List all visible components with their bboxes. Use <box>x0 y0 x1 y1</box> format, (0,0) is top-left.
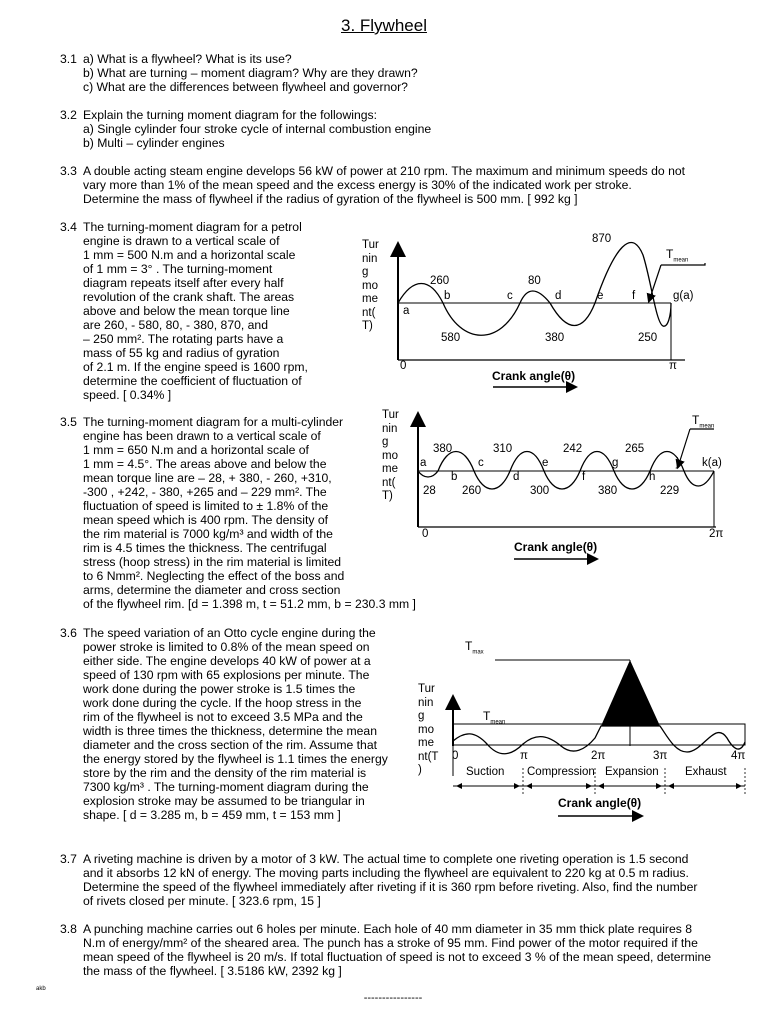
point-label: e <box>597 290 604 302</box>
text-line: – 250 mm². The rotating parts have a <box>83 332 284 346</box>
text-line: engine has been drawn to a vertical scale of <box>83 429 321 443</box>
text-line: engine is drawn to a vertical scale of <box>83 234 280 248</box>
text-line: diameter and the cross section of the rim. Assume that <box>83 738 377 752</box>
axis-end-label: π <box>669 360 677 372</box>
text-line: determine the coefficient of fluctuation of <box>83 374 302 388</box>
area-label: 242 <box>563 443 583 455</box>
text-line: mass of 55 kg and radius of gyration <box>83 346 280 360</box>
text-line: a) What is a flywheel? What is its use? <box>83 52 292 66</box>
text-line: fluctuation of speed is limited to ± 1.8% of the <box>83 499 329 513</box>
question-3-5-text <box>83 415 416 611</box>
tmean-subscript: mean <box>699 423 715 430</box>
y-axis-label-line: me <box>382 463 398 475</box>
question-3-2-text <box>83 108 431 150</box>
question-number: 3.3 <box>60 164 77 178</box>
text-line: of 1 mm = 3° . The turning-moment <box>83 262 273 276</box>
y-axis-label-line: Tur <box>418 683 435 695</box>
tmean-symbol: T <box>666 247 674 261</box>
y-axis-label-line: nt( <box>362 306 376 319</box>
text-line: 1 mm = 500 N.m and a horizontal scale <box>83 248 296 262</box>
tmean-arrow <box>678 429 690 467</box>
y-axis-label-line: nin <box>362 252 378 265</box>
tmax-symbol: T <box>465 639 473 653</box>
stroke-label: Exhaust <box>685 766 727 778</box>
question-number: 3.6 <box>60 626 77 640</box>
area-label: 380 <box>598 485 618 497</box>
tmean-subscript: mean <box>673 257 689 264</box>
x-axis-label: Crank angle(θ) <box>492 369 576 383</box>
stroke-label: Expansion <box>605 766 659 778</box>
area-label: 380 <box>545 332 565 344</box>
y-axis-label-line: mo <box>382 449 398 462</box>
text-line: b) Multi – cylinder engines <box>83 136 225 150</box>
text-line: a) Single cylinder four stroke cycle of internal combustion engine <box>83 122 432 136</box>
point-label: d <box>513 471 520 483</box>
text-line: of rivets closed per minute. [ 323.6 rpm, 15 ] <box>83 894 321 908</box>
expansion-triangle <box>601 660 660 726</box>
y-axis-label-line: Tur <box>362 239 379 251</box>
text-line: 7300 kg/m³ . The turning-moment diagram during the <box>83 780 369 794</box>
torque-curve <box>418 452 714 490</box>
stroke-label: Compression <box>527 766 595 778</box>
text-line: A double acting steam engine develops 56 kW of power at 210 rpm. The maximum and minimum speeds do not <box>83 164 686 178</box>
text-line: above and below the mean torque line <box>83 304 290 318</box>
question-number: 3.5 <box>60 415 77 429</box>
text-line: the mass of the flywheel. [ 3.5186 kW, 2392 kg ] <box>83 964 342 978</box>
point-label: e <box>542 457 549 469</box>
point-label: a <box>403 305 410 317</box>
text-line: The turning-moment diagram for a petrol <box>83 220 302 234</box>
y-axis-label-line: g <box>418 710 425 722</box>
text-line: work done during the cycle. If the hoop stress in the <box>83 696 362 710</box>
tmean-label <box>692 413 714 429</box>
y-axis-label-line: mo <box>418 723 434 736</box>
turning-moment-diagram-3-6 <box>415 636 765 826</box>
text-line: rim is 4.5 times the thickness. The centrifugal <box>83 541 327 555</box>
tick-label: 4π <box>731 750 746 762</box>
tmean-symbol: T <box>692 413 700 427</box>
text-line: Determine the mass of flywheel if the radius of gyration of the flywheel is 500 mm. [ 992 kg ] <box>83 192 578 206</box>
text-line: mean speed which is 400 rpm. The density of <box>83 513 329 527</box>
author-initials: akb <box>36 986 46 992</box>
origin-label: 0 <box>400 360 407 372</box>
tmean-arrow <box>649 265 661 301</box>
point-label: g <box>612 457 619 469</box>
tmax-subscript: max <box>472 649 484 656</box>
tick-label: 3π <box>653 750 668 762</box>
axis-end-label: 2π <box>709 528 724 540</box>
tmax-label <box>465 639 484 655</box>
text-line: revolution of the crank shaft. The areas <box>83 290 295 304</box>
text-line: width is three times the thickness, determine the mean <box>83 724 377 738</box>
text-line: arms, determine the diameter and cross section <box>83 583 341 597</box>
question-3-6-text <box>83 626 388 822</box>
text-line: mean torque line are – 28, + 380, - 260, +310, <box>83 471 332 485</box>
text-line: speed of 130 rpm with 65 explosions per minute. The <box>83 668 370 682</box>
text-line: Determine the speed of the flywheel immediately after riveting if it is 360 rpm before riveting. Also, find the number <box>83 880 698 894</box>
text-line: shape. [ d = 3.285 m, b = 459 mm, t = 153 mm ] <box>83 808 341 822</box>
text-line: power stroke is limited to 0.8% of the mean speed on <box>83 640 370 654</box>
text-line: A punching machine carries out 6 holes per minute. Each hole of 40 mm diameter in 35 mm thick plate requires 8 <box>83 922 693 936</box>
y-axis-label-line: nin <box>382 422 398 435</box>
y-axis-label-line: nt(T <box>418 750 439 763</box>
tmean-symbol: T <box>483 709 491 723</box>
question-number: 3.7 <box>60 852 77 866</box>
text-line: 1 mm = 650 N.m and a horizontal scale of <box>83 443 309 457</box>
text-line: A riveting machine is driven by a motor of 3 kW. The actual time to complete one riveting operation is 1.5 second <box>83 852 689 866</box>
point-label: f <box>632 290 636 302</box>
point-label: f <box>582 471 586 483</box>
point-label: g(a) <box>673 290 694 302</box>
y-axis-label-line: me <box>362 293 378 305</box>
area-label: 310 <box>493 443 513 455</box>
text-line: mean speed of the flywheel is 20 m/s. If total fluctuation of speed is not to exceed 3 % of the mean speed, determine <box>83 950 712 964</box>
area-label: 229 <box>660 485 680 497</box>
y-axis-label-line: g <box>362 266 369 278</box>
point-label: a <box>420 457 427 469</box>
turning-moment-diagram-3-5 <box>378 405 768 575</box>
text-line: and it absorbs 12 kN of energy. The moving parts including the flywheel are equivalent to 220 kg at 0.5 m radius. <box>83 866 689 880</box>
text-line: rim of the flywheel is not to exceed 3.5 MPa and the <box>83 710 363 724</box>
origin-label: 0 <box>422 528 429 540</box>
stroke-label: Suction <box>466 766 505 778</box>
text-line: of the flywheel rim. [d = 1.398 m, t = 51.2 mm, b = 230.3 mm ] <box>83 597 416 611</box>
question-3-7-text <box>83 852 697 908</box>
x-axis-label: Crank angle(θ) <box>558 796 642 810</box>
text-line: vary more than 1% of the mean speed and the excess energy is 30% of the indicated work per stroke. <box>83 178 632 192</box>
text-line: b) What are turning – moment diagram? Why are they drawn? <box>83 66 418 80</box>
text-line: stress (hoop stress) in the rim material is limited <box>83 555 342 569</box>
text-line: 1 mm = 4.5°. The areas above and below the <box>83 457 327 471</box>
question-3-4-text <box>83 220 308 402</box>
point-label: j <box>676 457 679 469</box>
area-label: 260 <box>430 275 450 287</box>
text-line: c) What are the differences between flywheel and governor? <box>83 80 408 94</box>
area-label: 580 <box>441 332 461 344</box>
tick-label: π <box>520 750 528 762</box>
y-axis-label-line: T) <box>382 490 393 502</box>
x-axis-label: Crank angle(θ) <box>514 540 598 554</box>
question-3-1-text <box>83 52 418 94</box>
point-label: b <box>451 471 458 483</box>
y-axis-label-line: me <box>418 737 434 749</box>
point-label: k(a) <box>702 457 722 469</box>
tmean-subscript: mean <box>490 719 506 726</box>
point-label: d <box>555 290 562 302</box>
area-label: 870 <box>592 233 612 245</box>
question-number: 3.1 <box>60 52 77 66</box>
y-axis-label-line: Tur <box>382 409 399 421</box>
text-line: Explain the turning moment diagram for the followings: <box>83 108 378 122</box>
point-label: c <box>507 290 513 302</box>
y-axis-label-line: nin <box>418 696 434 709</box>
text-line: the rim material is 7000 kg/m³ and width of the <box>83 527 333 541</box>
area-label: 380 <box>433 443 453 455</box>
text-line: of 2.1 m. If the engine speed is 1600 rpm, <box>83 360 308 374</box>
question-number: 3.2 <box>60 108 77 122</box>
question-3-3-text <box>83 164 685 206</box>
area-label: 260 <box>462 485 482 497</box>
tick-label: 0 <box>452 750 459 762</box>
text-line: are 260, - 580, 80, - 380, 870, and <box>83 318 268 332</box>
y-axis-label-line: nt( <box>382 476 396 489</box>
turning-moment-diagram-3-4 <box>355 225 755 395</box>
question-3-8-text <box>83 922 711 978</box>
question-number: 3.8 <box>60 922 77 936</box>
text-line: -300 , +242, - 380, +265 and – 229 mm². The <box>83 485 327 499</box>
tmean-label <box>666 247 688 263</box>
text-line: speed. [ 0.34% ] <box>83 388 172 402</box>
area-label: 265 <box>625 443 645 455</box>
y-axis-label-line: ) <box>418 764 422 776</box>
mean-band <box>453 724 745 745</box>
tick-label: 2π <box>591 750 606 762</box>
footer-divider: ---------------- <box>363 992 423 1004</box>
text-line: store by the rim and the density of the rim material is <box>83 766 367 780</box>
tmean-label <box>483 709 505 725</box>
y-axis-label-line: mo <box>362 279 378 292</box>
y-axis-label-line: g <box>382 436 389 448</box>
text-line: The speed variation of an Otto cycle engine during the <box>83 626 376 640</box>
torque-curve <box>398 242 674 335</box>
question-number: 3.4 <box>60 220 77 234</box>
page-title: 3. Flywheel <box>341 16 427 35</box>
area-label: 80 <box>528 275 541 287</box>
point-label: c <box>478 457 484 469</box>
text-line: explosion stroke may be assumed to be triangular in <box>83 794 365 808</box>
text-line: work done during the power stroke is 1.5 times the <box>83 682 356 696</box>
text-line: The turning-moment diagram for a multi-cylinder <box>83 415 344 429</box>
point-label: b <box>444 290 451 302</box>
text-line: to 6 Nmm². Neglecting the effect of the boss and <box>83 569 345 583</box>
text-line: diagram repeats itself after every half <box>83 276 284 290</box>
text-line: N.m of energy/mm² of the sheared area. The punch has a stroke of 95 mm. Find power of the motor required if the <box>83 936 698 950</box>
text-line: the energy stored by the flywheel is 1.1 times the energy <box>83 752 388 766</box>
text-line: either side. The engine develops 40 kW of power at a <box>83 654 371 668</box>
area-label: 300 <box>530 485 550 497</box>
area-label: 28 <box>423 485 436 497</box>
y-axis-label-line: T) <box>362 320 373 332</box>
area-label: 250 <box>638 332 658 344</box>
point-label: h <box>649 471 656 483</box>
